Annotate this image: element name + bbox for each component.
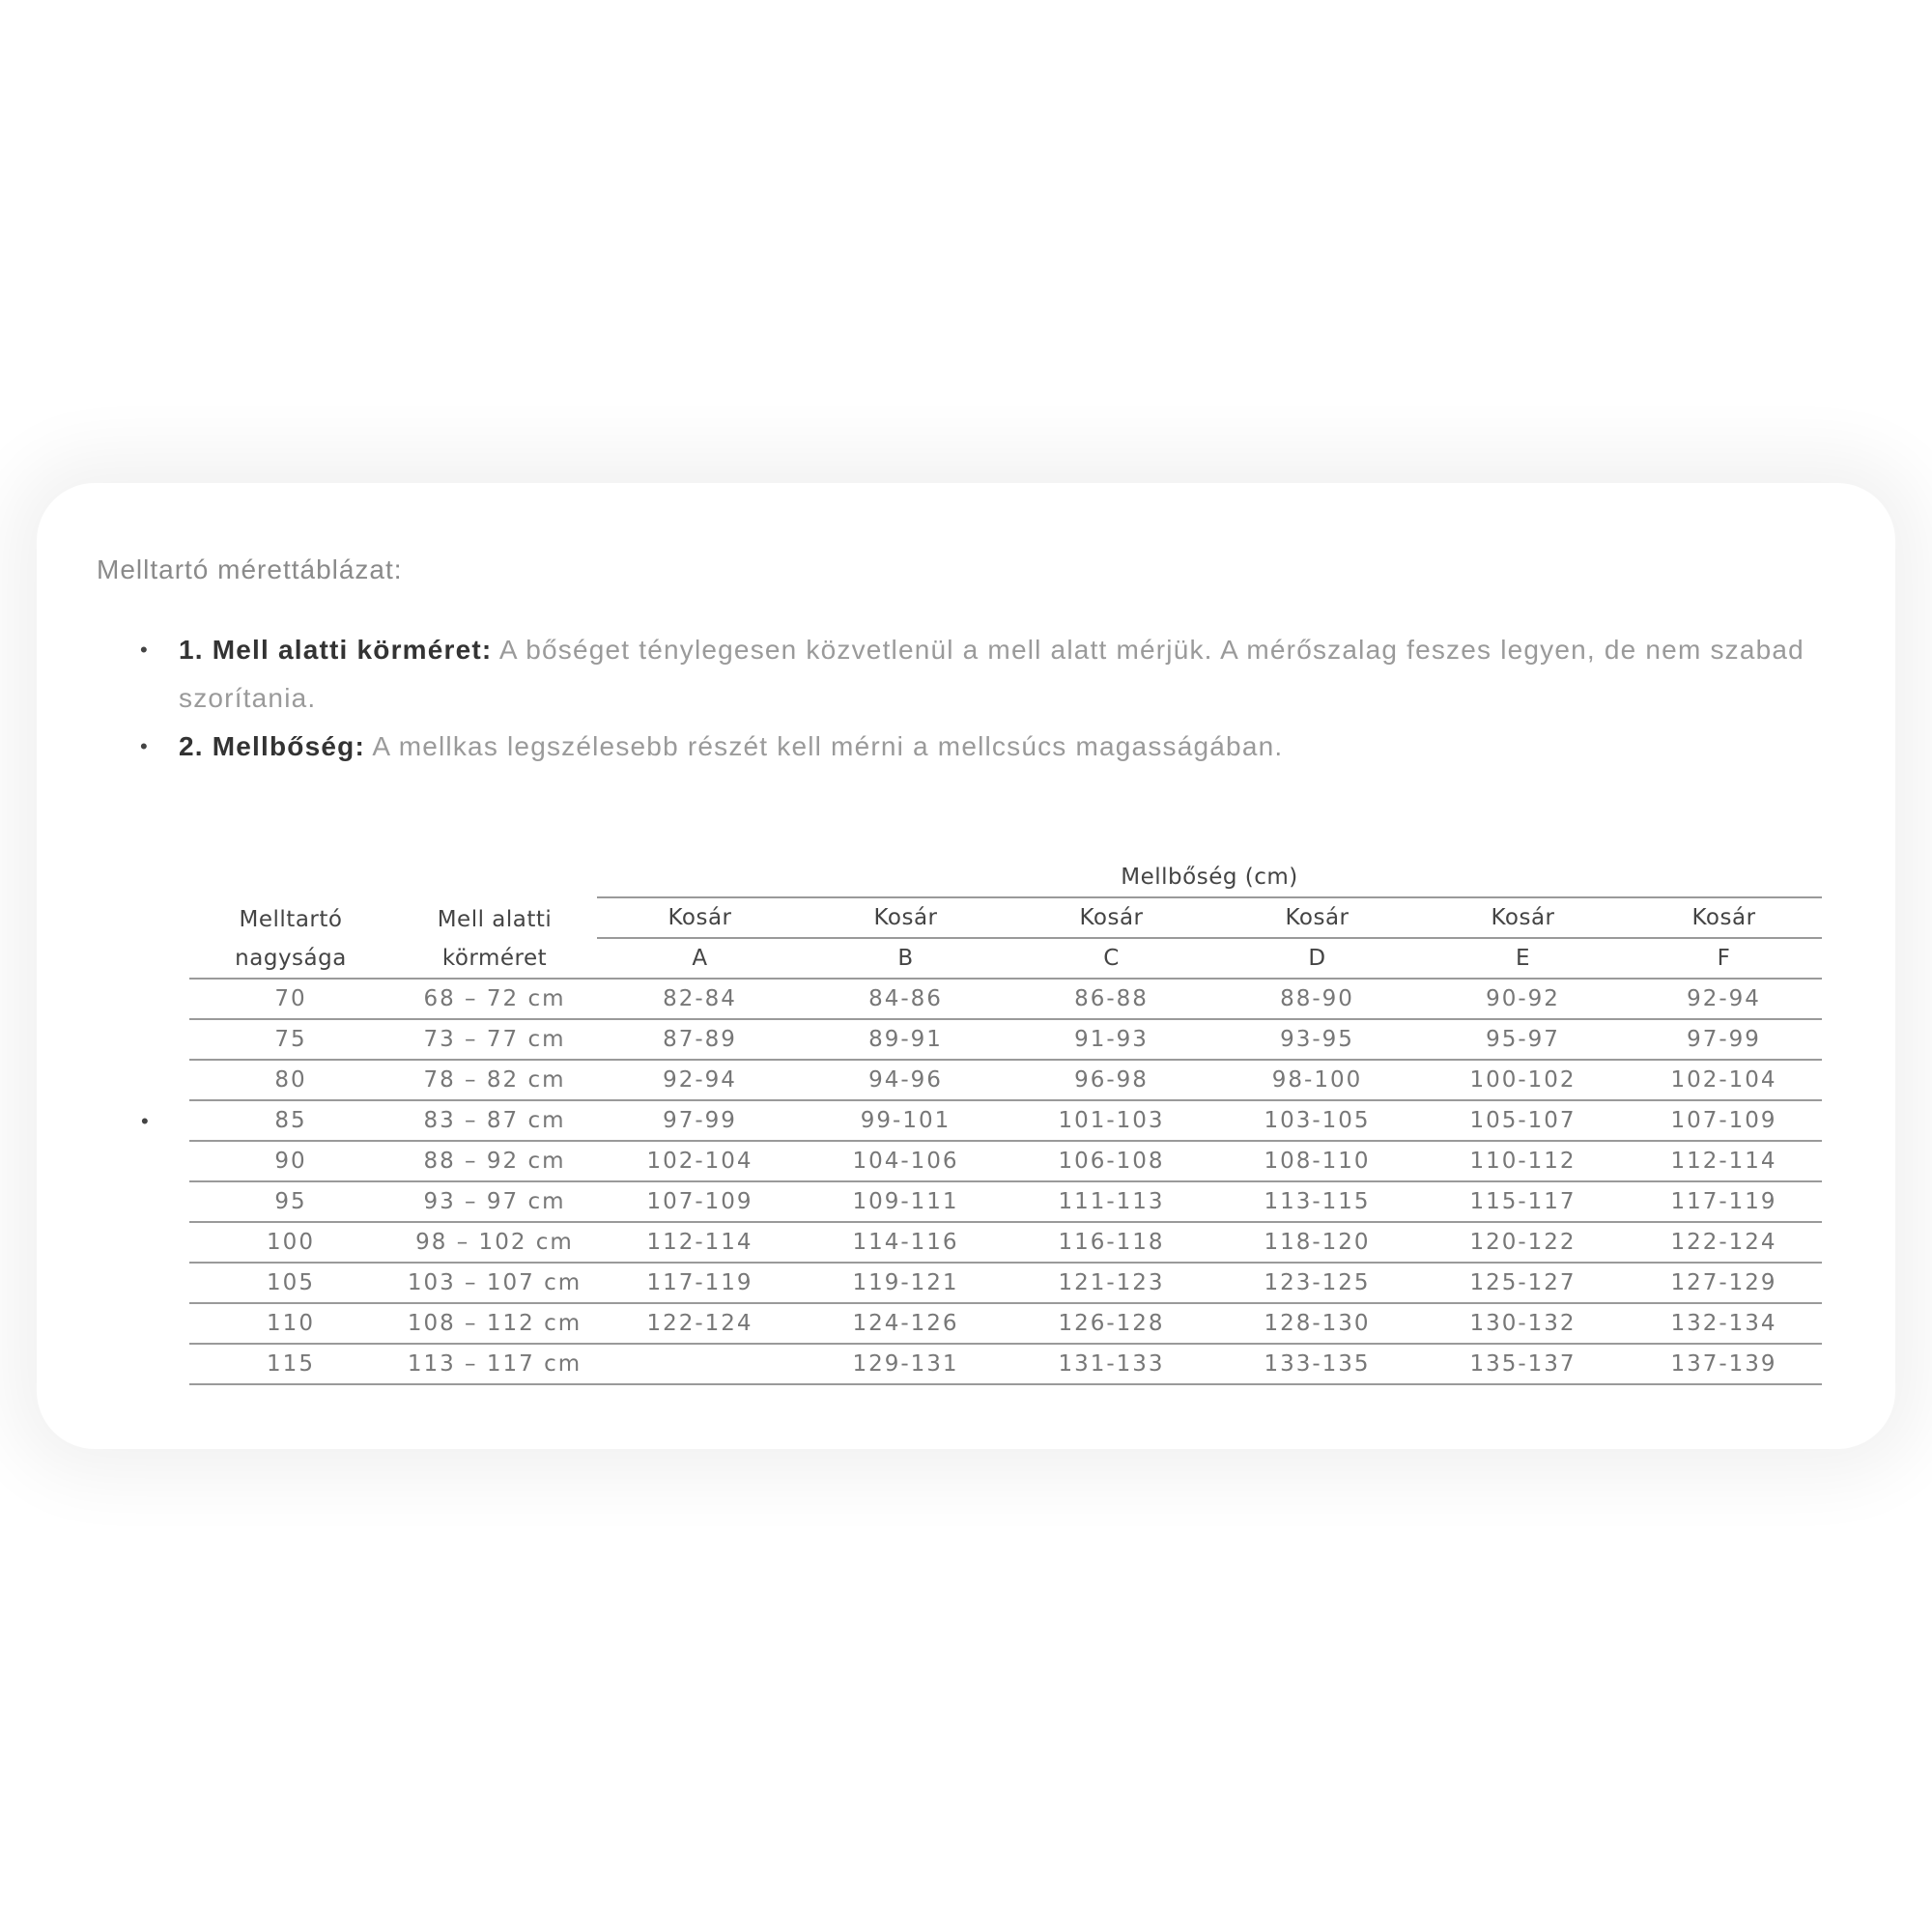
size-chart — [189, 858, 1822, 1385]
cell-cup-d: 123-125 — [1214, 1263, 1420, 1303]
header-bust-group: Mellbőség (cm) — [597, 858, 1822, 897]
cell-cup-c: 101-103 — [1009, 1100, 1214, 1141]
cell-band-size: 80 — [189, 1060, 392, 1100]
instruction-text: A bőséget ténylegesen közvetlenül a mell alatt mérjük. A mérőszalag feszes legyen, de nem szabad szorítania. — [179, 635, 1804, 713]
cell-underbust: 113 – 117 cm — [392, 1344, 597, 1384]
header-underbust-line1: Mell alatti — [437, 907, 553, 932]
cell-cup-c: 111-113 — [1009, 1181, 1214, 1222]
cell-cup-d: 98-100 — [1214, 1060, 1420, 1100]
cell-cup-f: 97-99 — [1626, 1019, 1822, 1060]
table-row — [189, 1019, 1822, 1060]
cell-band-size: 85 — [189, 1100, 392, 1141]
cell-cup-d: 108-110 — [1214, 1141, 1420, 1181]
table-bullet: • — [141, 1109, 149, 1133]
instruction-underbust — [140, 626, 1850, 723]
cell-cup-f: 102-104 — [1626, 1060, 1822, 1100]
header-cup-label: Kosár — [1626, 897, 1822, 938]
cell-cup-a: 112-114 — [597, 1222, 803, 1263]
cell-cup-d: 118-120 — [1214, 1222, 1420, 1263]
cell-cup-e: 95-97 — [1420, 1019, 1626, 1060]
cell-cup-b: 84-86 — [803, 979, 1009, 1019]
cell-cup-e: 120-122 — [1420, 1222, 1626, 1263]
header-underbust — [392, 858, 597, 979]
table-row — [189, 1181, 1822, 1222]
header-cup-f: F — [1626, 938, 1822, 979]
cell-cup-b: 89-91 — [803, 1019, 1009, 1060]
cell-cup-b: 119-121 — [803, 1263, 1009, 1303]
cell-cup-d: 88-90 — [1214, 979, 1420, 1019]
cell-cup-f: 92-94 — [1626, 979, 1822, 1019]
cell-cup-e: 135-137 — [1420, 1344, 1626, 1384]
instruction-text: A mellkas legszélesebb részét kell mérni a mellcsúcs magasságában. — [364, 731, 1284, 761]
cell-cup-a: 122-124 — [597, 1303, 803, 1344]
cell-band-size: 110 — [189, 1303, 392, 1344]
cell-band-size: 105 — [189, 1263, 392, 1303]
cell-cup-b: 94-96 — [803, 1060, 1009, 1100]
header-band-size-line1: Melltartó — [239, 907, 343, 932]
cell-underbust: 93 – 97 cm — [392, 1181, 597, 1222]
cell-underbust: 108 – 112 cm — [392, 1303, 597, 1344]
header-cup-label: Kosár — [803, 897, 1009, 938]
cell-cup-d: 113-115 — [1214, 1181, 1420, 1222]
table-row — [189, 1060, 1822, 1100]
table-row — [189, 979, 1822, 1019]
cell-underbust: 88 – 92 cm — [392, 1141, 597, 1181]
instruction-lead: 1. Mell alatti körméret: — [179, 635, 493, 665]
header-cup-a: A — [597, 938, 803, 979]
cell-cup-f: 122-124 — [1626, 1222, 1822, 1263]
cell-cup-e: 90-92 — [1420, 979, 1626, 1019]
instruction-bust — [140, 723, 1850, 771]
cell-cup-a — [597, 1344, 803, 1384]
cell-cup-f: 107-109 — [1626, 1100, 1822, 1141]
header-cup-b: B — [803, 938, 1009, 979]
table-row — [189, 1263, 1822, 1303]
cell-cup-e: 130-132 — [1420, 1303, 1626, 1344]
cell-underbust: 83 – 87 cm — [392, 1100, 597, 1141]
cell-band-size: 70 — [189, 979, 392, 1019]
cell-cup-c: 121-123 — [1009, 1263, 1214, 1303]
table-row — [189, 1100, 1822, 1141]
cell-band-size: 115 — [189, 1344, 392, 1384]
cell-cup-f: 132-134 — [1626, 1303, 1822, 1344]
cell-cup-f: 137-139 — [1626, 1344, 1822, 1384]
cell-cup-e: 110-112 — [1420, 1141, 1626, 1181]
table-row — [189, 1303, 1822, 1344]
cell-cup-f: 117-119 — [1626, 1181, 1822, 1222]
bullet: • — [140, 638, 149, 662]
cell-cup-a: 82-84 — [597, 979, 803, 1019]
cell-underbust: 68 – 72 cm — [392, 979, 597, 1019]
cell-cup-e: 125-127 — [1420, 1263, 1626, 1303]
cell-cup-c: 96-98 — [1009, 1060, 1214, 1100]
cell-cup-a: 97-99 — [597, 1100, 803, 1141]
cell-band-size: 75 — [189, 1019, 392, 1060]
cell-cup-d: 133-135 — [1214, 1344, 1420, 1384]
cell-cup-e: 100-102 — [1420, 1060, 1626, 1100]
cell-cup-a: 117-119 — [597, 1263, 803, 1303]
cell-cup-d: 93-95 — [1214, 1019, 1420, 1060]
cell-cup-c: 116-118 — [1009, 1222, 1214, 1263]
cell-cup-b: 124-126 — [803, 1303, 1009, 1344]
header-cup-d: D — [1214, 938, 1420, 979]
cell-cup-c: 131-133 — [1009, 1344, 1214, 1384]
cell-cup-b: 129-131 — [803, 1344, 1009, 1384]
cell-cup-b: 109-111 — [803, 1181, 1009, 1222]
instruction-lead: 2. Mellbőség: — [179, 731, 365, 761]
header-cup-label: Kosár — [1214, 897, 1420, 938]
cell-cup-c: 106-108 — [1009, 1141, 1214, 1181]
cell-cup-a: 87-89 — [597, 1019, 803, 1060]
cell-band-size: 95 — [189, 1181, 392, 1222]
header-cup-label: Kosár — [1009, 897, 1214, 938]
cell-cup-e: 105-107 — [1420, 1100, 1626, 1141]
cell-cup-c: 91-93 — [1009, 1019, 1214, 1060]
bullet: • — [140, 734, 149, 758]
cell-band-size: 90 — [189, 1141, 392, 1181]
cell-cup-c: 126-128 — [1009, 1303, 1214, 1344]
table-row — [189, 1141, 1822, 1181]
header-band-size — [189, 858, 392, 979]
cell-underbust: 98 – 102 cm — [392, 1222, 597, 1263]
cell-cup-c: 86-88 — [1009, 979, 1214, 1019]
cell-cup-b: 99-101 — [803, 1100, 1009, 1141]
header-cup-label: Kosár — [597, 897, 803, 938]
cell-band-size: 100 — [189, 1222, 392, 1263]
cell-cup-d: 103-105 — [1214, 1100, 1420, 1141]
page-title: Melltartó mérettáblázat: — [97, 554, 403, 584]
size-table — [189, 858, 1822, 1385]
cell-underbust: 103 – 107 cm — [392, 1263, 597, 1303]
cell-cup-f: 127-129 — [1626, 1263, 1822, 1303]
table-row — [189, 1344, 1822, 1384]
header-cup-e: E — [1420, 938, 1626, 979]
cell-underbust: 78 – 82 cm — [392, 1060, 597, 1100]
header-band-size-line2: nagysága — [235, 946, 347, 971]
cell-cup-a: 92-94 — [597, 1060, 803, 1100]
cell-cup-b: 104-106 — [803, 1141, 1009, 1181]
cell-underbust: 73 – 77 cm — [392, 1019, 597, 1060]
header-cup-c: C — [1009, 938, 1214, 979]
header-underbust-line2: körméret — [441, 946, 548, 971]
cell-cup-b: 114-116 — [803, 1222, 1009, 1263]
header-cup-label: Kosár — [1420, 897, 1626, 938]
cell-cup-e: 115-117 — [1420, 1181, 1626, 1222]
cell-cup-a: 102-104 — [597, 1141, 803, 1181]
cell-cup-a: 107-109 — [597, 1181, 803, 1222]
cell-cup-f: 112-114 — [1626, 1141, 1822, 1181]
cell-cup-d: 128-130 — [1214, 1303, 1420, 1344]
measurement-instructions — [140, 626, 1850, 771]
table-row — [189, 1222, 1822, 1263]
